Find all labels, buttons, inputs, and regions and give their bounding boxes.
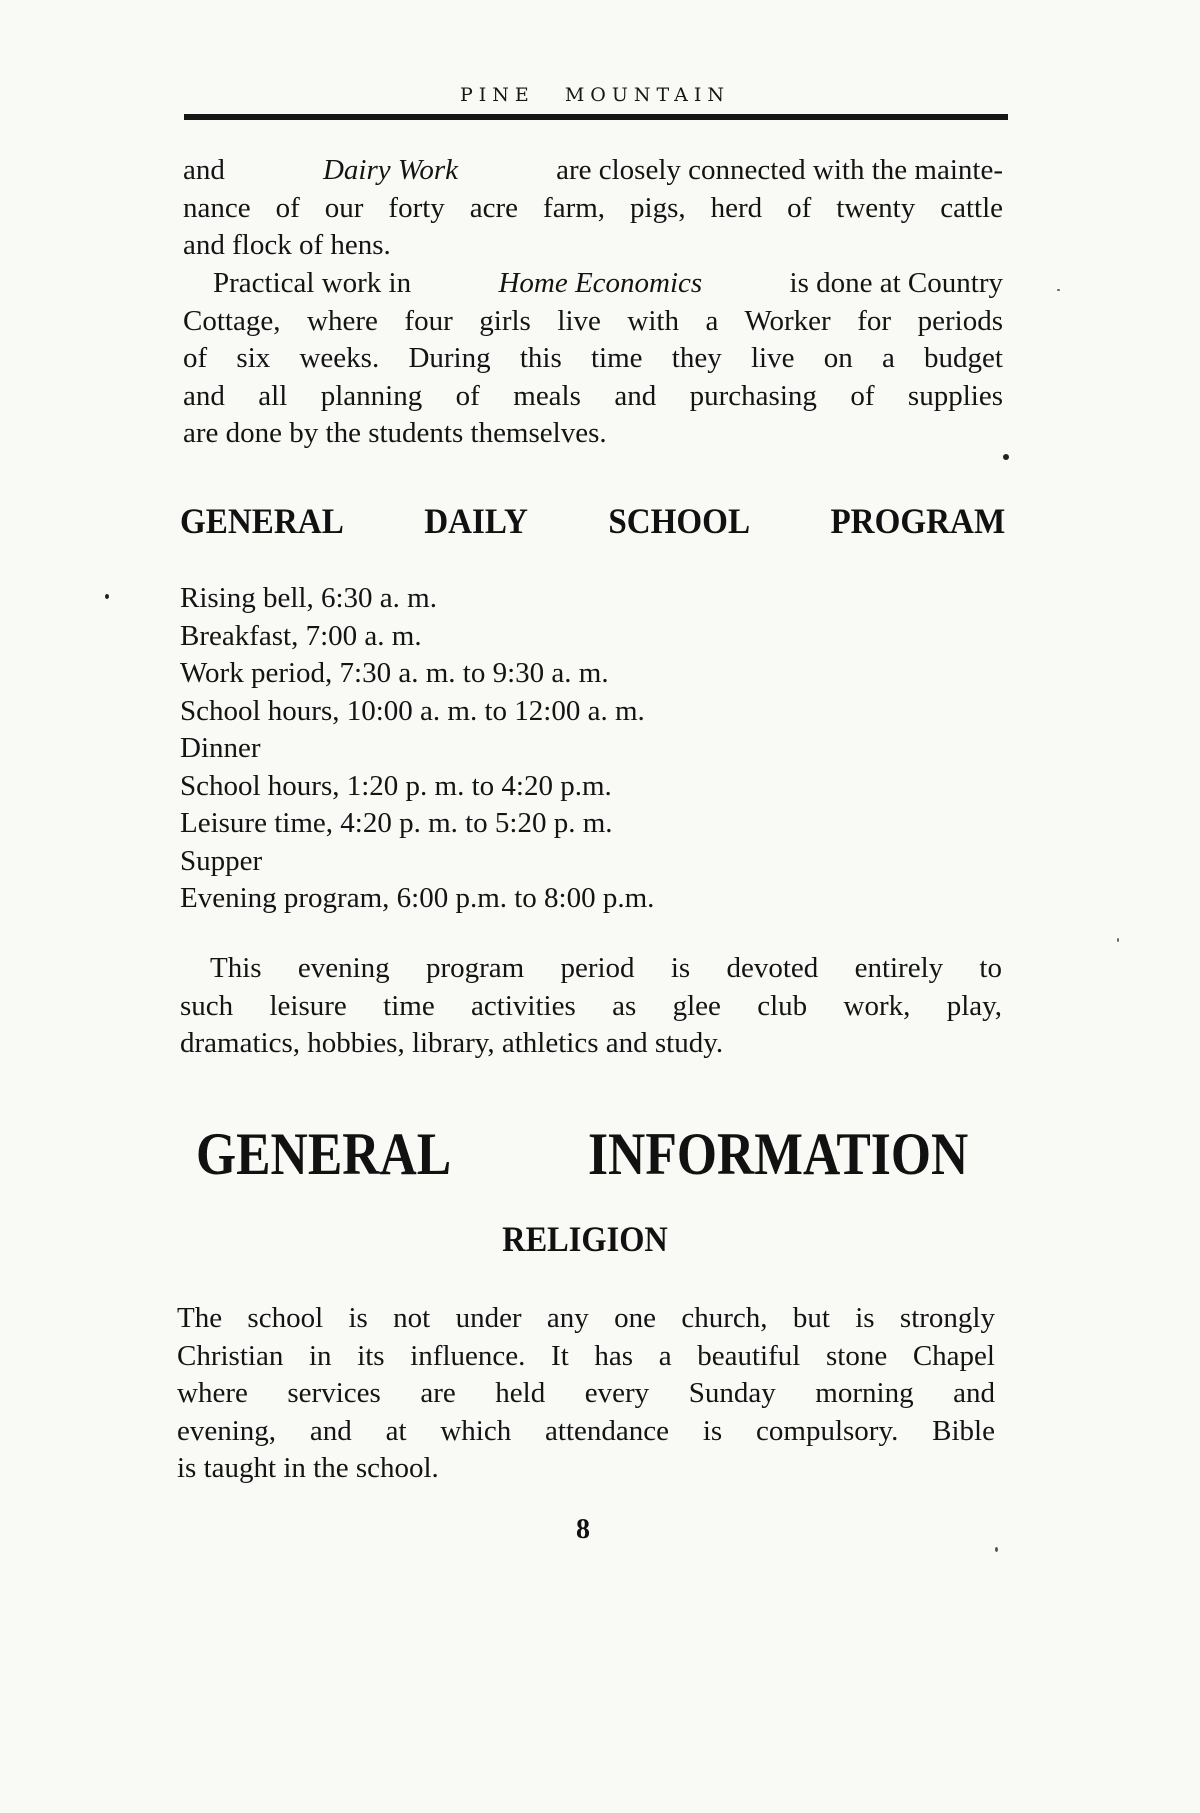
scan-speck [1117,938,1119,942]
text-line: The school is not under any one church, but is strongly [177,1302,995,1334]
heading-word: GENERAL [180,501,344,541]
home-economics-paragraph [183,265,1003,453]
heading-word: GENERAL [196,1121,452,1187]
schedule-item: School hours, 1:20 p. m. to 4:20 p.m. [180,769,612,802]
schedule-item: Leisure time, 4:20 p. m. to 5:20 p. m. [180,807,613,839]
schedule-item: Breakfast, 7:00 a. m. [180,619,422,652]
schedule-item: Work period, 7:30 a. m. to 9:30 a. m. [180,657,609,689]
schedule-item: Supper [180,844,263,877]
scan-speck [105,594,109,599]
text-fragment: Practical work in [213,267,412,299]
header-rule [184,114,1008,120]
text-fragment: is done at Country [789,267,1003,299]
page-number: 8 [576,1514,590,1545]
text-line: is taught in the school. [177,1452,439,1484]
running-head [184,84,1006,106]
text-line: such leisure time activities as glee club work, play, [180,989,1002,1022]
schedule-item: Rising bell, 6:30 a. m. [180,582,437,614]
text-line: This evening program period is devoted entirely to [210,952,1002,984]
daily-schedule [180,580,654,918]
schedule-item: School hours, 10:00 a. m. to 12:00 a. m. [180,694,645,727]
text-line [183,265,1003,303]
scan-speck [1057,289,1060,291]
running-head-word: PINE [460,84,535,106]
heading-word: INFORMATION [587,1121,969,1187]
schedule-item: Dinner [180,732,261,764]
text-fragment: are closely connected with the mainte- [556,154,1003,186]
text-line: and all planning of meals and purchasing of supplies [183,379,1003,412]
text-fragment: and [183,154,225,186]
subheading-religion: RELIGION [502,1219,668,1259]
intro-paragraph [183,152,1003,265]
text-line: nance of our forty acre farm, pigs, herd of twenty cattle [183,191,1003,224]
text-line: where services are held every Sunday morning and [177,1377,995,1409]
scan-speck [995,1547,998,1552]
heading-word: DAILY [424,501,528,541]
scan-speck [1003,454,1009,460]
section-heading-daily-program [180,500,1005,542]
running-head-word: MOUNTAIN [564,84,730,106]
major-heading-general-information [196,1122,968,1186]
text-line: evening, and at which attendance is compulsory. Bible [177,1414,995,1447]
heading-word: SCHOOL [608,501,751,541]
text-line: Christian in its influence. It has a beautiful stone Chapel [177,1339,995,1372]
text-line: dramatics, hobbies, library, athletics and study. [180,1027,724,1059]
evening-program-paragraph [180,950,1002,1063]
text-line [183,152,1003,190]
text-line: are done by the students themselves. [183,417,607,449]
italic-term: Home Economics [498,267,703,299]
text-line: of six weeks. During this time they live on a budget [183,342,1003,374]
religion-paragraph [177,1300,995,1488]
text-line: and flock of hens. [183,229,391,261]
italic-term: Dairy Work [322,154,459,186]
schedule-item: Evening program, 6:00 p.m. to 8:00 p.m. [180,882,655,914]
text-line: Cottage, where four girls live with a Worker for periods [183,304,1003,337]
heading-word: PROGRAM [830,501,1006,541]
